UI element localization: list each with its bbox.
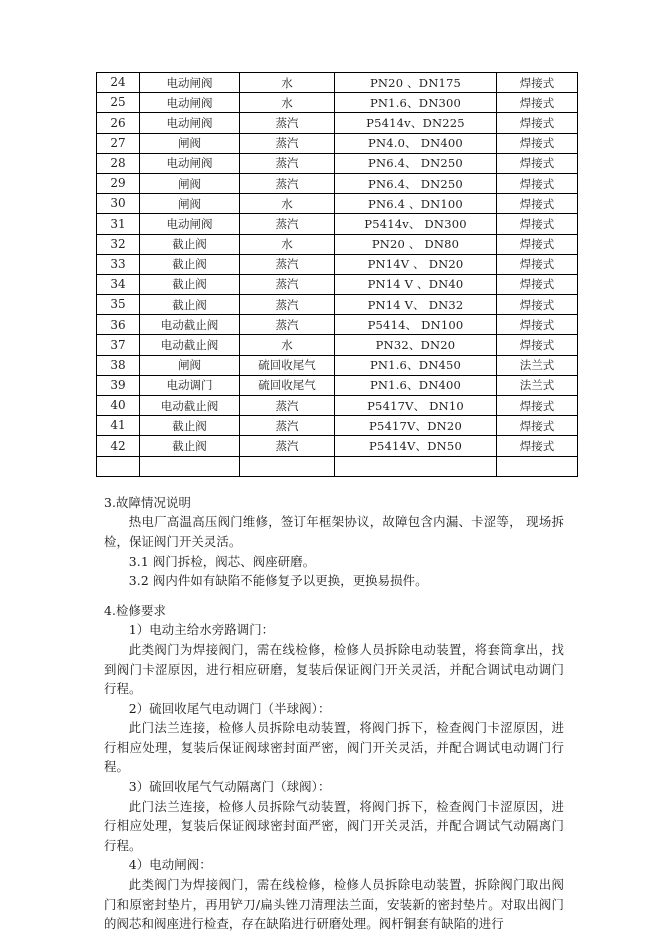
cell-valve-name: 电动闸阀: [140, 214, 240, 234]
cell-medium: 蒸汽: [240, 436, 335, 456]
cell-medium: 水: [240, 93, 335, 113]
cell-sequence-no: 26: [97, 113, 140, 133]
section-4-item-4-body: 此类阀门为焊接阀门，需在线检修，检修人员拆除电动装置，拆除阀门取出阀门和原密封垫片，再用铲刀/扁头锉刀清理法兰面，安装新的密封垫片。对取出阀门的阀芯和阀座进行检查，存在缺陷进行研磨处理。阀杆铜套有缺陷的进行: [104, 877, 564, 932]
cell-connection-type: 焊接式: [497, 436, 578, 456]
section-3-2-item: 3.2 阀内件如有缺陷不能修复予以更换，更换易损件。: [128, 573, 428, 589]
cell-valve-name: 截止阀: [140, 416, 240, 436]
table-row: [97, 234, 578, 254]
cell-valve-name: 电动截止阀: [140, 396, 240, 416]
section-4-item-1-title: 1）电动主给水旁路调门：: [128, 622, 275, 638]
cell-specification: PN4.0、 DN400: [335, 133, 497, 153]
cell-sequence-no: 41: [97, 416, 140, 436]
cell-sequence-no: 31: [97, 214, 140, 234]
table-row: [97, 173, 578, 193]
table-row: [97, 93, 578, 113]
cell-valve-name: 闸阀: [140, 133, 240, 153]
section-4-item-4-title: 4）电动闸阀：: [128, 857, 212, 873]
cell-medium: 水: [240, 335, 335, 355]
table-row: [97, 416, 578, 436]
cell-specification: P5414V、DN50: [335, 436, 497, 456]
cell-specification: PN1.6、DN300: [335, 93, 497, 113]
cell-connection-type: [497, 456, 578, 476]
table-row: [97, 153, 578, 173]
section-4-item-1-body: 此类阀门为焊接阀门，需在线检修，检修人员拆除电动装置，将套筒拿出，找到阀门卡涩原因，进行相应研磨，复装后保证阀门开关灵活，并配合调试电动调门行程。: [104, 641, 564, 697]
cell-specification: PN1.6、DN450: [335, 355, 497, 375]
cell-specification: PN1.6、DN400: [335, 375, 497, 395]
cell-medium: 蒸汽: [240, 173, 335, 193]
cell-valve-name: 电动闸阀: [140, 73, 240, 93]
cell-specification: PN14 V 、DN40: [335, 274, 497, 294]
cell-sequence-no: 36: [97, 315, 140, 335]
cell-connection-type: 焊接式: [497, 254, 578, 274]
cell-connection-type: 焊接式: [497, 315, 578, 335]
cell-connection-type: 焊接式: [497, 173, 578, 193]
table-row: [97, 335, 578, 355]
cell-medium: 蒸汽: [240, 214, 335, 234]
cell-connection-type: 焊接式: [497, 335, 578, 355]
cell-medium: 蒸汽: [240, 416, 335, 436]
cell-specification: PN20 、DN175: [335, 73, 497, 93]
cell-sequence-no: 32: [97, 234, 140, 254]
cell-medium: 蒸汽: [240, 113, 335, 133]
cell-sequence-no: 30: [97, 194, 140, 214]
document-body: [96, 72, 564, 934]
cell-connection-type: 焊接式: [497, 113, 578, 133]
section-4-item-2-body: 此门法兰连接，检修人员拆除电动装置，将阀门拆下，检查阀门卡涩原因，进行相应处理，复装后保证阀球密封面严密，阀门开关灵活，并配合调试电动调门行程。: [104, 720, 564, 775]
cell-valve-name: 电动截止阀: [140, 315, 240, 335]
cell-sequence-no: 39: [97, 375, 140, 395]
cell-connection-type: 焊接式: [497, 234, 578, 254]
cell-medium: 硫回收尾气: [240, 375, 335, 395]
section-3-intro-paragraph: 热电厂高温高压阀门维修，签订年框架协议，故障包含内漏、卡涩等， 现场拆检，保证阀门开关灵活。: [104, 514, 564, 549]
spacer-between-sections: [96, 591, 564, 601]
cell-medium: 水: [240, 73, 335, 93]
table-row: [97, 133, 578, 153]
section-3-heading: 3.故障情况说明: [104, 494, 191, 510]
cell-sequence-no: 28: [97, 153, 140, 173]
cell-sequence-no: 38: [97, 355, 140, 375]
cell-connection-type: 焊接式: [497, 295, 578, 315]
cell-sequence-no: 35: [97, 295, 140, 315]
table-row: [97, 375, 578, 395]
cell-specification: PN6.4 、DN100: [335, 194, 497, 214]
table-row: [97, 113, 578, 133]
table-row: [97, 254, 578, 274]
cell-specification: PN32、DN20: [335, 335, 497, 355]
cell-valve-name: 电动闸阀: [140, 93, 240, 113]
cell-valve-name: 截止阀: [140, 234, 240, 254]
cell-medium: 蒸汽: [240, 396, 335, 416]
cell-valve-name: 闸阀: [140, 194, 240, 214]
cell-specification: P5414、 DN100: [335, 315, 497, 335]
table-row: [97, 315, 578, 335]
cell-specification: P5417V、DN20: [335, 416, 497, 436]
section-4-item-3-title: 3）硫回收尾气气动隔离门（球阀）：: [128, 779, 331, 795]
cell-connection-type: 焊接式: [497, 73, 578, 93]
table-row: [97, 396, 578, 416]
cell-connection-type: 焊接式: [497, 274, 578, 294]
cell-medium: 蒸汽: [240, 295, 335, 315]
table-row: [97, 214, 578, 234]
cell-sequence-no: 25: [97, 93, 140, 113]
cell-valve-name: 截止阀: [140, 295, 240, 315]
cell-medium: 蒸汽: [240, 133, 335, 153]
cell-valve-name: [140, 456, 240, 476]
section-4-heading: 4.检修要求: [104, 602, 166, 618]
cell-sequence-no: 33: [97, 254, 140, 274]
cell-sequence-no: 37: [97, 335, 140, 355]
cell-connection-type: 焊接式: [497, 153, 578, 173]
cell-sequence-no: 27: [97, 133, 140, 153]
valve-table-body: [97, 73, 578, 477]
cell-medium: 蒸汽: [240, 274, 335, 294]
cell-medium: 硫回收尾气: [240, 355, 335, 375]
cell-valve-name: 电动闸阀: [140, 153, 240, 173]
cell-specification: P5414v、DN225: [335, 113, 497, 133]
cell-specification: P5414v、 DN300: [335, 214, 497, 234]
section-4-item-3-body: 此门法兰连接，检修人员拆除气动装置，将阀门拆下，检查阀门卡涩原因，进行相应处理，复装后保证阀球密封面严密，阀门开关灵活，并配合调试气动隔离门行程。: [104, 798, 564, 853]
cell-medium: 蒸汽: [240, 153, 335, 173]
cell-sequence-no: 29: [97, 173, 140, 193]
cell-connection-type: 焊接式: [497, 214, 578, 234]
cell-specification: PN20 、 DN80: [335, 234, 497, 254]
cell-medium: 蒸汽: [240, 254, 335, 274]
cell-valve-name: 闸阀: [140, 173, 240, 193]
cell-connection-type: 焊接式: [497, 194, 578, 214]
cell-sequence-no: 24: [97, 73, 140, 93]
cell-valve-name: 截止阀: [140, 254, 240, 274]
cell-specification: PN14V 、 DN20: [335, 254, 497, 274]
cell-valve-name: 电动调门: [140, 375, 240, 395]
table-row-empty: [97, 456, 578, 476]
cell-sequence-no: 42: [97, 436, 140, 456]
cell-valve-name: 电动截止阀: [140, 335, 240, 355]
cell-medium: 水: [240, 234, 335, 254]
cell-connection-type: 焊接式: [497, 416, 578, 436]
cell-connection-type: 法兰式: [497, 355, 578, 375]
cell-medium: [240, 456, 335, 476]
table-row: [97, 274, 578, 294]
cell-connection-type: 焊接式: [497, 133, 578, 153]
cell-specification: PN6.4、 DN250: [335, 153, 497, 173]
section-3-1-item: 3.1 阀门拆检，阀芯、阀座研磨。: [128, 553, 316, 569]
cell-valve-name: 截止阀: [140, 274, 240, 294]
section-4-item-2-title: 2）硫回收尾气电动调门（半球阀）：: [128, 700, 331, 716]
cell-connection-type: 法兰式: [497, 375, 578, 395]
table-row: [97, 436, 578, 456]
cell-sequence-no: 40: [97, 396, 140, 416]
cell-sequence-no: 34: [97, 274, 140, 294]
cell-connection-type: 焊接式: [497, 93, 578, 113]
table-row: [97, 194, 578, 214]
cell-specification: PN6.4、 DN250: [335, 173, 497, 193]
cell-medium: 蒸汽: [240, 315, 335, 335]
cell-valve-name: 电动闸阀: [140, 113, 240, 133]
cell-sequence-no: [97, 456, 140, 476]
valve-specification-table: [96, 72, 578, 477]
table-row: [97, 295, 578, 315]
table-row: [97, 355, 578, 375]
table-row: [97, 73, 578, 93]
cell-specification: P5417V、 DN10: [335, 396, 497, 416]
cell-valve-name: 截止阀: [140, 436, 240, 456]
spacer-after-table: [96, 477, 564, 493]
cell-medium: 水: [240, 194, 335, 214]
cell-specification: [335, 456, 497, 476]
cell-specification: PN14 V、 DN32: [335, 295, 497, 315]
cell-connection-type: 焊接式: [497, 396, 578, 416]
cell-valve-name: 闸阀: [140, 355, 240, 375]
